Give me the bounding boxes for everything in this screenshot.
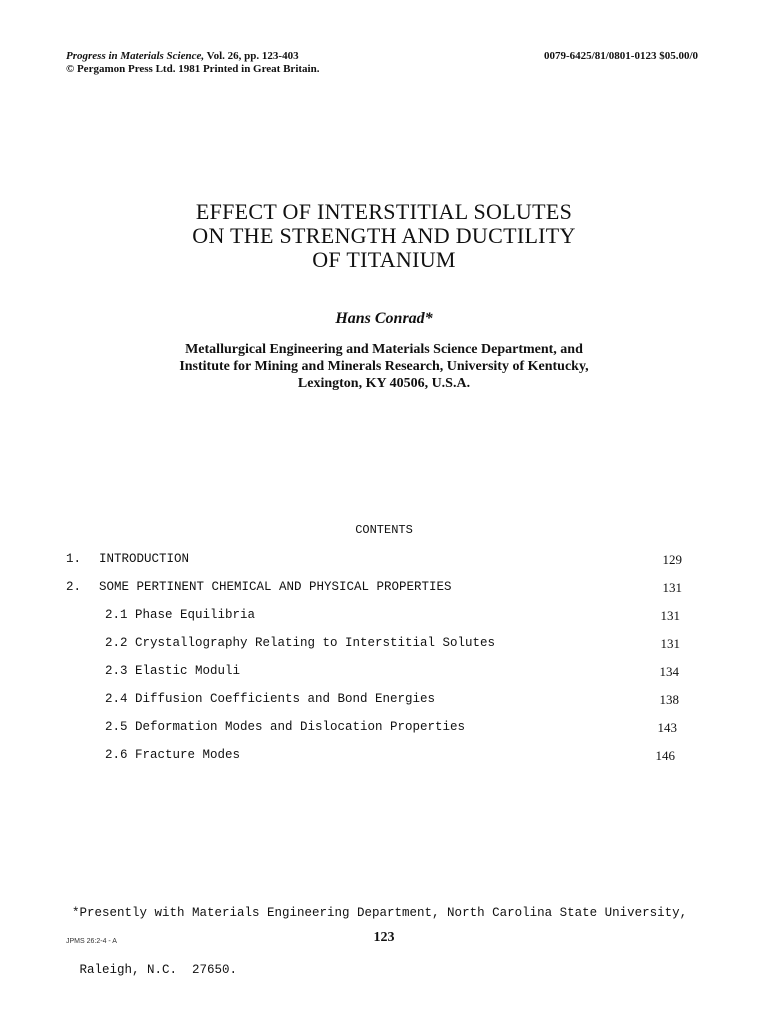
title-line-3: OF TITANIUM <box>312 247 456 272</box>
toc-entry-number: 2. <box>66 580 82 594</box>
toc-entry-label: 2.2 Crystallography Relating to Interstitial Solutes <box>105 636 496 650</box>
toc-entry-page: 134 <box>659 664 679 679</box>
toc-entry[interactable] <box>0 748 768 766</box>
article-code: 0079-6425/81/0801-0123 $05.00/0 <box>544 50 698 62</box>
toc-entry-page: 131 <box>660 636 680 651</box>
toc-entry[interactable] <box>0 636 768 654</box>
toc-entry-number: 1. <box>66 552 82 566</box>
toc-entry-label: 2.6 Fracture Modes <box>105 748 241 762</box>
toc-entry[interactable] <box>0 720 768 738</box>
toc-entry[interactable] <box>0 692 768 710</box>
toc-entry-page: 138 <box>659 692 679 707</box>
toc-entry-page: 131 <box>662 580 682 595</box>
title-line-2: ON THE STRENGTH AND DUCTILITY <box>192 223 576 248</box>
footnote-line-1: *Presently with Materials Engineering Department, North Carolina State University, <box>72 906 688 920</box>
footnote-line-2: Raleigh, N.C. 27650. <box>72 963 238 977</box>
journal-header <box>66 50 319 76</box>
copyright-line: © Pergamon Press Ltd. 1981 Printed in Great Britain. <box>66 63 320 75</box>
toc-entry-page: 143 <box>657 720 677 735</box>
journal-name: Progress in Materials Science, <box>66 50 205 62</box>
author-affiliation <box>0 341 768 392</box>
volume-pages: Vol. 26, pp. 123-403 <box>204 50 299 62</box>
toc-entry-label: 2.1 Phase Equilibria <box>105 608 256 622</box>
printer-signature: JPMS 26:2-4 - A <box>66 938 117 945</box>
affiliation-line-2: Institute for Mining and Minerals Research, University of Kentucky, <box>179 359 589 374</box>
toc-entry-label: SOME PERTINENT CHEMICAL AND PHYSICAL PROPERTIES <box>99 580 452 594</box>
toc-entry[interactable] <box>0 664 768 682</box>
page-number: 123 <box>373 930 395 945</box>
toc-entry-page: 131 <box>660 608 680 623</box>
toc-entry-page: 129 <box>662 552 682 567</box>
toc-entry[interactable] <box>0 552 768 570</box>
toc-entry-label: 2.3 Elastic Moduli <box>105 664 241 678</box>
toc-entry-label: INTRODUCTION <box>99 552 190 566</box>
toc-entry-page: 146 <box>655 748 675 763</box>
title-line-1: EFFECT OF INTERSTITIAL SOLUTES <box>195 199 573 224</box>
contents-heading: CONTENTS <box>355 523 413 537</box>
toc-entry[interactable] <box>0 608 768 626</box>
author-name: Hans Conrad* <box>335 310 433 327</box>
affiliation-line-3: Lexington, KY 40506, U.S.A. <box>297 376 471 391</box>
article-title <box>0 200 768 272</box>
affiliation-line-1: Metallurgical Engineering and Materials Science Department, and <box>185 342 583 357</box>
toc-entry-label: 2.5 Deformation Modes and Dislocation Properties <box>105 720 466 734</box>
toc-entry-label: 2.4 Diffusion Coefficients and Bond Energies <box>105 692 436 706</box>
toc-entry[interactable] <box>0 580 768 598</box>
